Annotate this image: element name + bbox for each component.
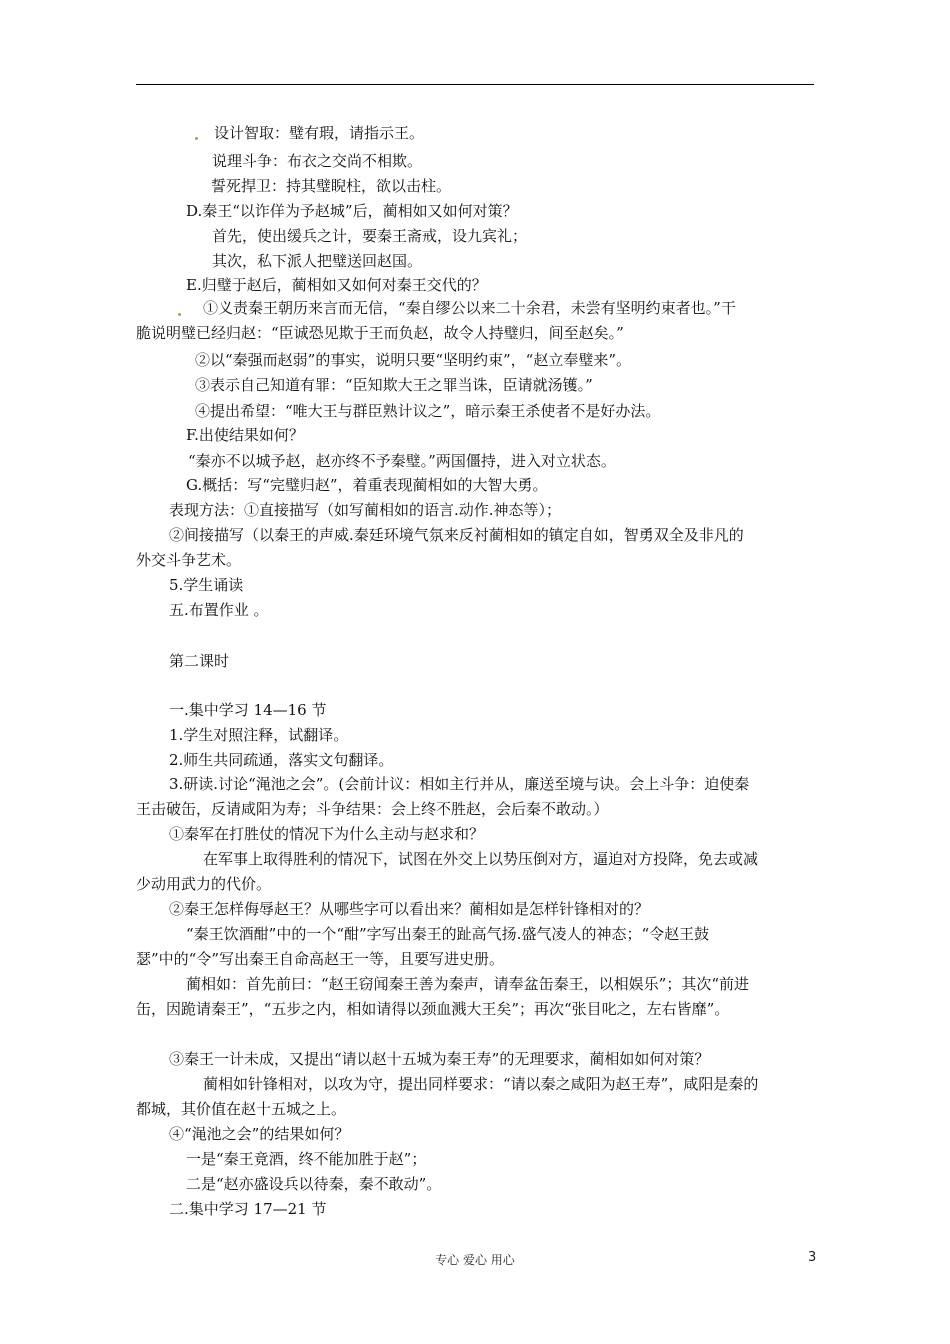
- text-line: 表现方法：①直接描写（如写蔺相如的语言.动作.神态等）；: [169, 501, 562, 519]
- text-line: ①秦军在打胜仗的情况下为什么主动与赵求和？: [169, 825, 485, 843]
- text-line: 蔺相如：首先前曰：“赵王窃闻秦王善为秦声，请奉盆缶秦王，以相娱乐”；其次“前进: [186, 975, 750, 993]
- text-line: 说理斗争：布衣之交尚不相欺。: [212, 152, 423, 170]
- page-number: 3: [808, 1250, 817, 1265]
- text-line: ②以“秦强而赵弱”的事实，说明只要“坚明约束”，“赵立奉璧来”。: [195, 351, 632, 369]
- text-line: 脆说明璧已经归赵：“臣诚恐见欺于王而负赵，故令人持璧归，间至赵矣。”: [136, 324, 624, 342]
- text-line: F.出使结果如何？: [186, 426, 304, 444]
- text-line: 3.研读.讨论“渑池之会”。(会前计议：相如主行并从，廉送至境与诀。会上斗争：迫使秦: [169, 775, 750, 793]
- text-line: 1.学生对照注释，试翻译。: [169, 726, 349, 744]
- text-line: 外交斗争艺术。: [136, 551, 242, 569]
- speck-mark: [195, 137, 198, 140]
- text-line: ③秦王一计未成，又提出“请以赵十五城为秦王寿”的无理要求，蔺相如如何对策？: [169, 1050, 710, 1068]
- section-heading: 第二课时: [169, 652, 230, 670]
- text-line: “秦王饮酒酣”中的一个“酣”字写出秦王的趾高气扬.盛气凌人的神态；“令赵王鼓: [186, 925, 710, 943]
- text-line: 五.布置作业 。: [169, 601, 269, 619]
- text-line: D.秦王“以诈佯为予赵城”后，蔺相如又如何对策？: [186, 202, 518, 220]
- text-line: 都城，其价值在赵十五城之上。: [136, 1100, 347, 1118]
- text-line: 蔺相如针锋相对，以攻为守，提出同样要求：“请以秦之咸阳为赵王寿”，咸阳是秦的: [203, 1075, 759, 1093]
- text-line: ④“渑池之会”的结果如何？: [169, 1125, 350, 1143]
- text-line: 誓死捍卫：持其璧睨柱，欲以击柱。: [211, 177, 452, 195]
- text-line: 2.师生共同疏通，落实文句翻译。: [169, 751, 394, 769]
- text-line: “秦亦不以城予赵，赵亦终不予秦璧。”两国僵持，进入对立状态。: [188, 452, 616, 470]
- text-line: G.概括：写“完璧归赵”，着重表现蔺相如的大智大勇。: [186, 476, 548, 494]
- text-line: ①义责秦王朝历来言而无信，“秦自缪公以来二十余君，未尝有坚明约束者也。”干: [203, 299, 736, 317]
- text-line: ④提出希望：“唯大王与群臣熟计议之”，暗示秦王杀使者不是好办法。: [195, 402, 661, 420]
- text-line: 在军事上取得胜利的情况下，试图在外交上以势压倒对方，逼迫对方投降，免去或减: [203, 850, 759, 868]
- text-line: 其次，私下派人把璧送回赵国。: [212, 252, 423, 270]
- text-line: 瑟”中的“令”写出秦王自命高赵王一等，且要写进史册。: [136, 950, 505, 968]
- header-rule: [136, 84, 814, 85]
- text-line: 一是“秦王竟酒，终不能加胜于赵”；: [186, 1150, 427, 1168]
- text-line: 二.集中学习 17—21 节: [169, 1200, 327, 1218]
- text-line: ②间接描写（以秦王的声威.秦廷环境气氛来反衬蔺相如的镇定自如，智勇双全及非凡的: [169, 526, 744, 544]
- footer-slogan: 专心 爱心 用心: [435, 1253, 515, 1267]
- text-line: 一.集中学习 14—16 节: [169, 701, 327, 719]
- text-line: ③表示自己知道有罪：“臣知欺大王之罪当诛，臣请就汤镬。”: [195, 376, 593, 394]
- text-line: 二是“赵亦盛设兵以待秦，秦不敢动”。: [186, 1175, 442, 1193]
- text-line: 5.学生诵读: [169, 576, 244, 594]
- text-line: 缶，因跪请秦王”，“五步之内，相如请得以颈血溅大王矣”；再次“张目叱之，左右皆靡”。: [136, 1000, 730, 1018]
- text-line: 首先，使出缓兵之计，要秦王斋戒，设九宾礼；: [212, 227, 528, 245]
- text-line: 少动用武力的代价。: [136, 875, 272, 893]
- speck-mark: [178, 313, 181, 316]
- text-line: 设计智取：璧有瑕，请指示王。: [214, 124, 425, 142]
- text-line: E.归璧于赵后，蔺相如又如何对秦王交代的？: [186, 276, 487, 294]
- text-line: 王击破缶，反请咸阳为寿；斗争结果：会上终不胜赵，会后秦不敢动。）: [136, 800, 609, 818]
- text-line: ②秦王怎样侮辱赵王？从哪些字可以看出来？蔺相如是怎样针锋相对的？: [169, 900, 650, 918]
